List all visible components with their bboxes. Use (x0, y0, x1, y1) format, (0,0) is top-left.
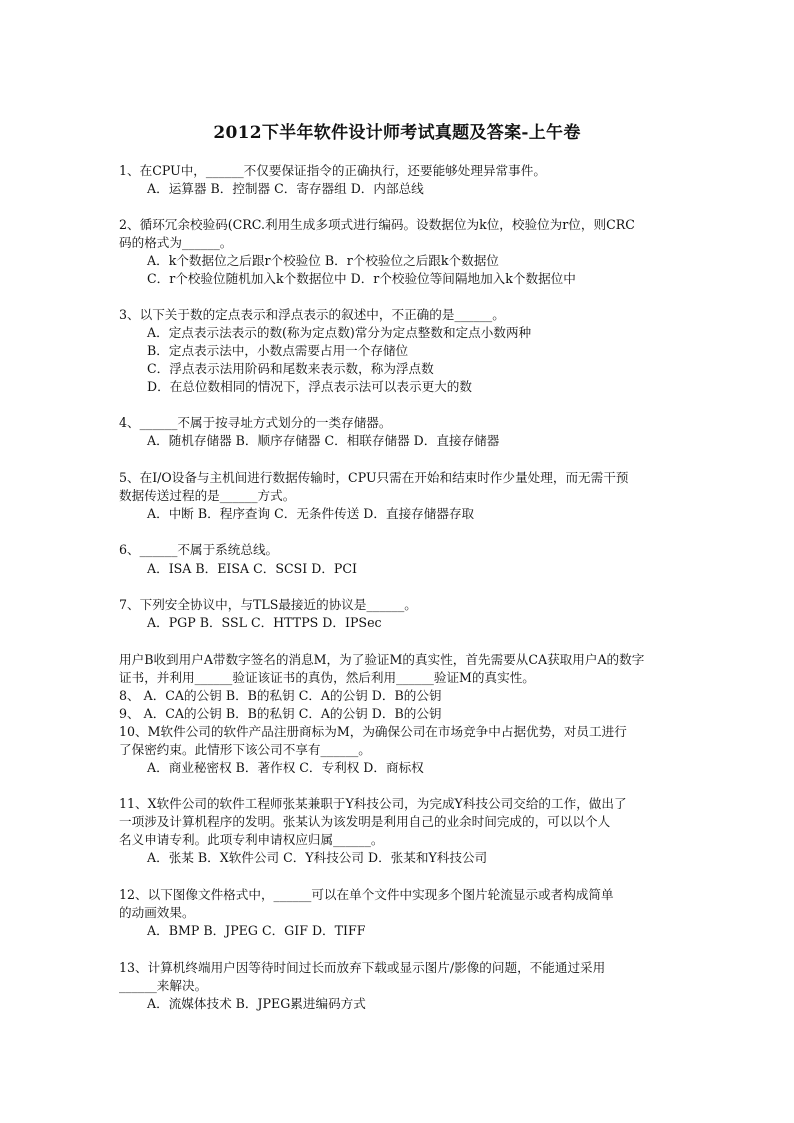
question-text: 数据传送过程的是______方式。 (119, 488, 296, 503)
answer-options: A．k个数据位之后跟r个校验位 B．r个校验位之后跟k个数据位 (147, 253, 499, 268)
question-text: ______来解决。 (119, 978, 208, 993)
question-text: 了保密约束。此情形下该公司不享有______。 (119, 742, 371, 757)
question-text: 5、在I/O设备与主机间进行数据传输时，CPU只需在开始和结束时作少量处理，而无需干预 (119, 470, 629, 485)
answer-options: C．r个校验位随机加入k个数据位中 D．r个校验位等间隔地加入k个数据位中 (147, 271, 576, 286)
question-text: 用户B收到用户A带数字签名的消息M，为了验证M的真实性，首先需要从CA获取用户A的数字 (119, 652, 645, 667)
question-text: 10、M软件公司的软件产品注册商标为M，为确保公司在市场竞争中占据优势，对员工进行 (119, 724, 627, 739)
answer-options: C．浮点表示法用阶码和尾数来表示数，称为浮点数 (147, 361, 434, 376)
answer-options: A．运算器 B．控制器 C．寄存器组 D．内部总线 (147, 181, 424, 196)
answer-options: A．中断 B．程序查询 C．无条件传送 D．直接存储器存取 (147, 506, 475, 521)
question-text: 一项涉及计算机程序的发明。张某认为该发明是利用自己的业余时间完成的，可以以个人 (119, 814, 611, 829)
answer-options: A．定点表示法表示的数(称为定点数)常分为定点整数和定点小数两种 (147, 325, 532, 340)
question-text: 6、______不属于系统总线。 (119, 542, 279, 557)
question-text: 2、循环冗余校验码(CRC.利用生成多项式进行编码。设数据位为k位，校验位为r位，则CRC (119, 217, 635, 232)
question-text: 9、 A．CA的公钥 B．B的私钥 C．A的公钥 D．B的公钥 (119, 706, 442, 721)
question-text: 证书，并利用______验证该证书的真伪，然后利用______验证M的真实性。 (119, 670, 535, 685)
page-title: 2012下半年软件设计师考试真题及答案-上午卷 (213, 123, 581, 143)
question-text: 11、X软件公司的软件工程师张某兼职于Y科技公司，为完成Y科技公司交给的工作，做出了 (119, 796, 627, 811)
answer-options: A．ISA B．EISA C．SCSI D．PCI (147, 561, 358, 576)
answer-options: B．定点表示法中，小数点需要占用一个存储位 (147, 343, 409, 358)
question-text: 12、以下图像文件格式中，______可以在单个文件中实现多个图片轮流显示或者构成简单 (119, 887, 614, 902)
answer-options: D．在总位数相同的情况下，浮点表示法可以表示更大的数 (147, 379, 472, 394)
question-text: 3、以下关于数的定点表示和浮点表示的叙述中，不正确的是______。 (119, 307, 505, 322)
question-text: 4、______不属于按寻址方式划分的一类存储器。 (119, 415, 392, 430)
answer-options: A．张某 B．X软件公司 C．Y科技公司 D．张某和Y科技公司 (147, 850, 488, 865)
answer-options: A．BMP B．JPEG C．GIF D．TIFF (147, 923, 366, 938)
question-text: 1、在CPU中，______不仅要保证指令的正确执行，还要能够处理异常事件。 (119, 163, 546, 178)
answer-options: A．PGP B．SSL C．HTTPS D．IPSec (147, 615, 382, 630)
question-text: 名义申请专利。此项专利申请权应归属______。 (119, 832, 384, 847)
question-text: 7、下列安全协议中，与TLS最接近的协议是______。 (119, 597, 417, 612)
question-text: 13、计算机终端用户因等待时间过长而放弃下载或显示图片/影像的问题，不能通过采用 (119, 960, 606, 975)
answer-options: A．流媒体技术 B．JPEG累进编码方式 (147, 996, 366, 1011)
answer-options: A．商业秘密权 B．著作权 C．专利权 D．商标权 (147, 760, 424, 775)
question-text: 的动画效果。 (119, 905, 195, 920)
answer-options: A．随机存储器 B．顺序存储器 C．相联存储器 D．直接存储器 (147, 433, 500, 448)
question-text: 码的格式为______。 (119, 235, 233, 250)
question-text: 8、 A．CA的公钥 B．B的私钥 C．A的公钥 D．B的公钥 (119, 688, 442, 703)
